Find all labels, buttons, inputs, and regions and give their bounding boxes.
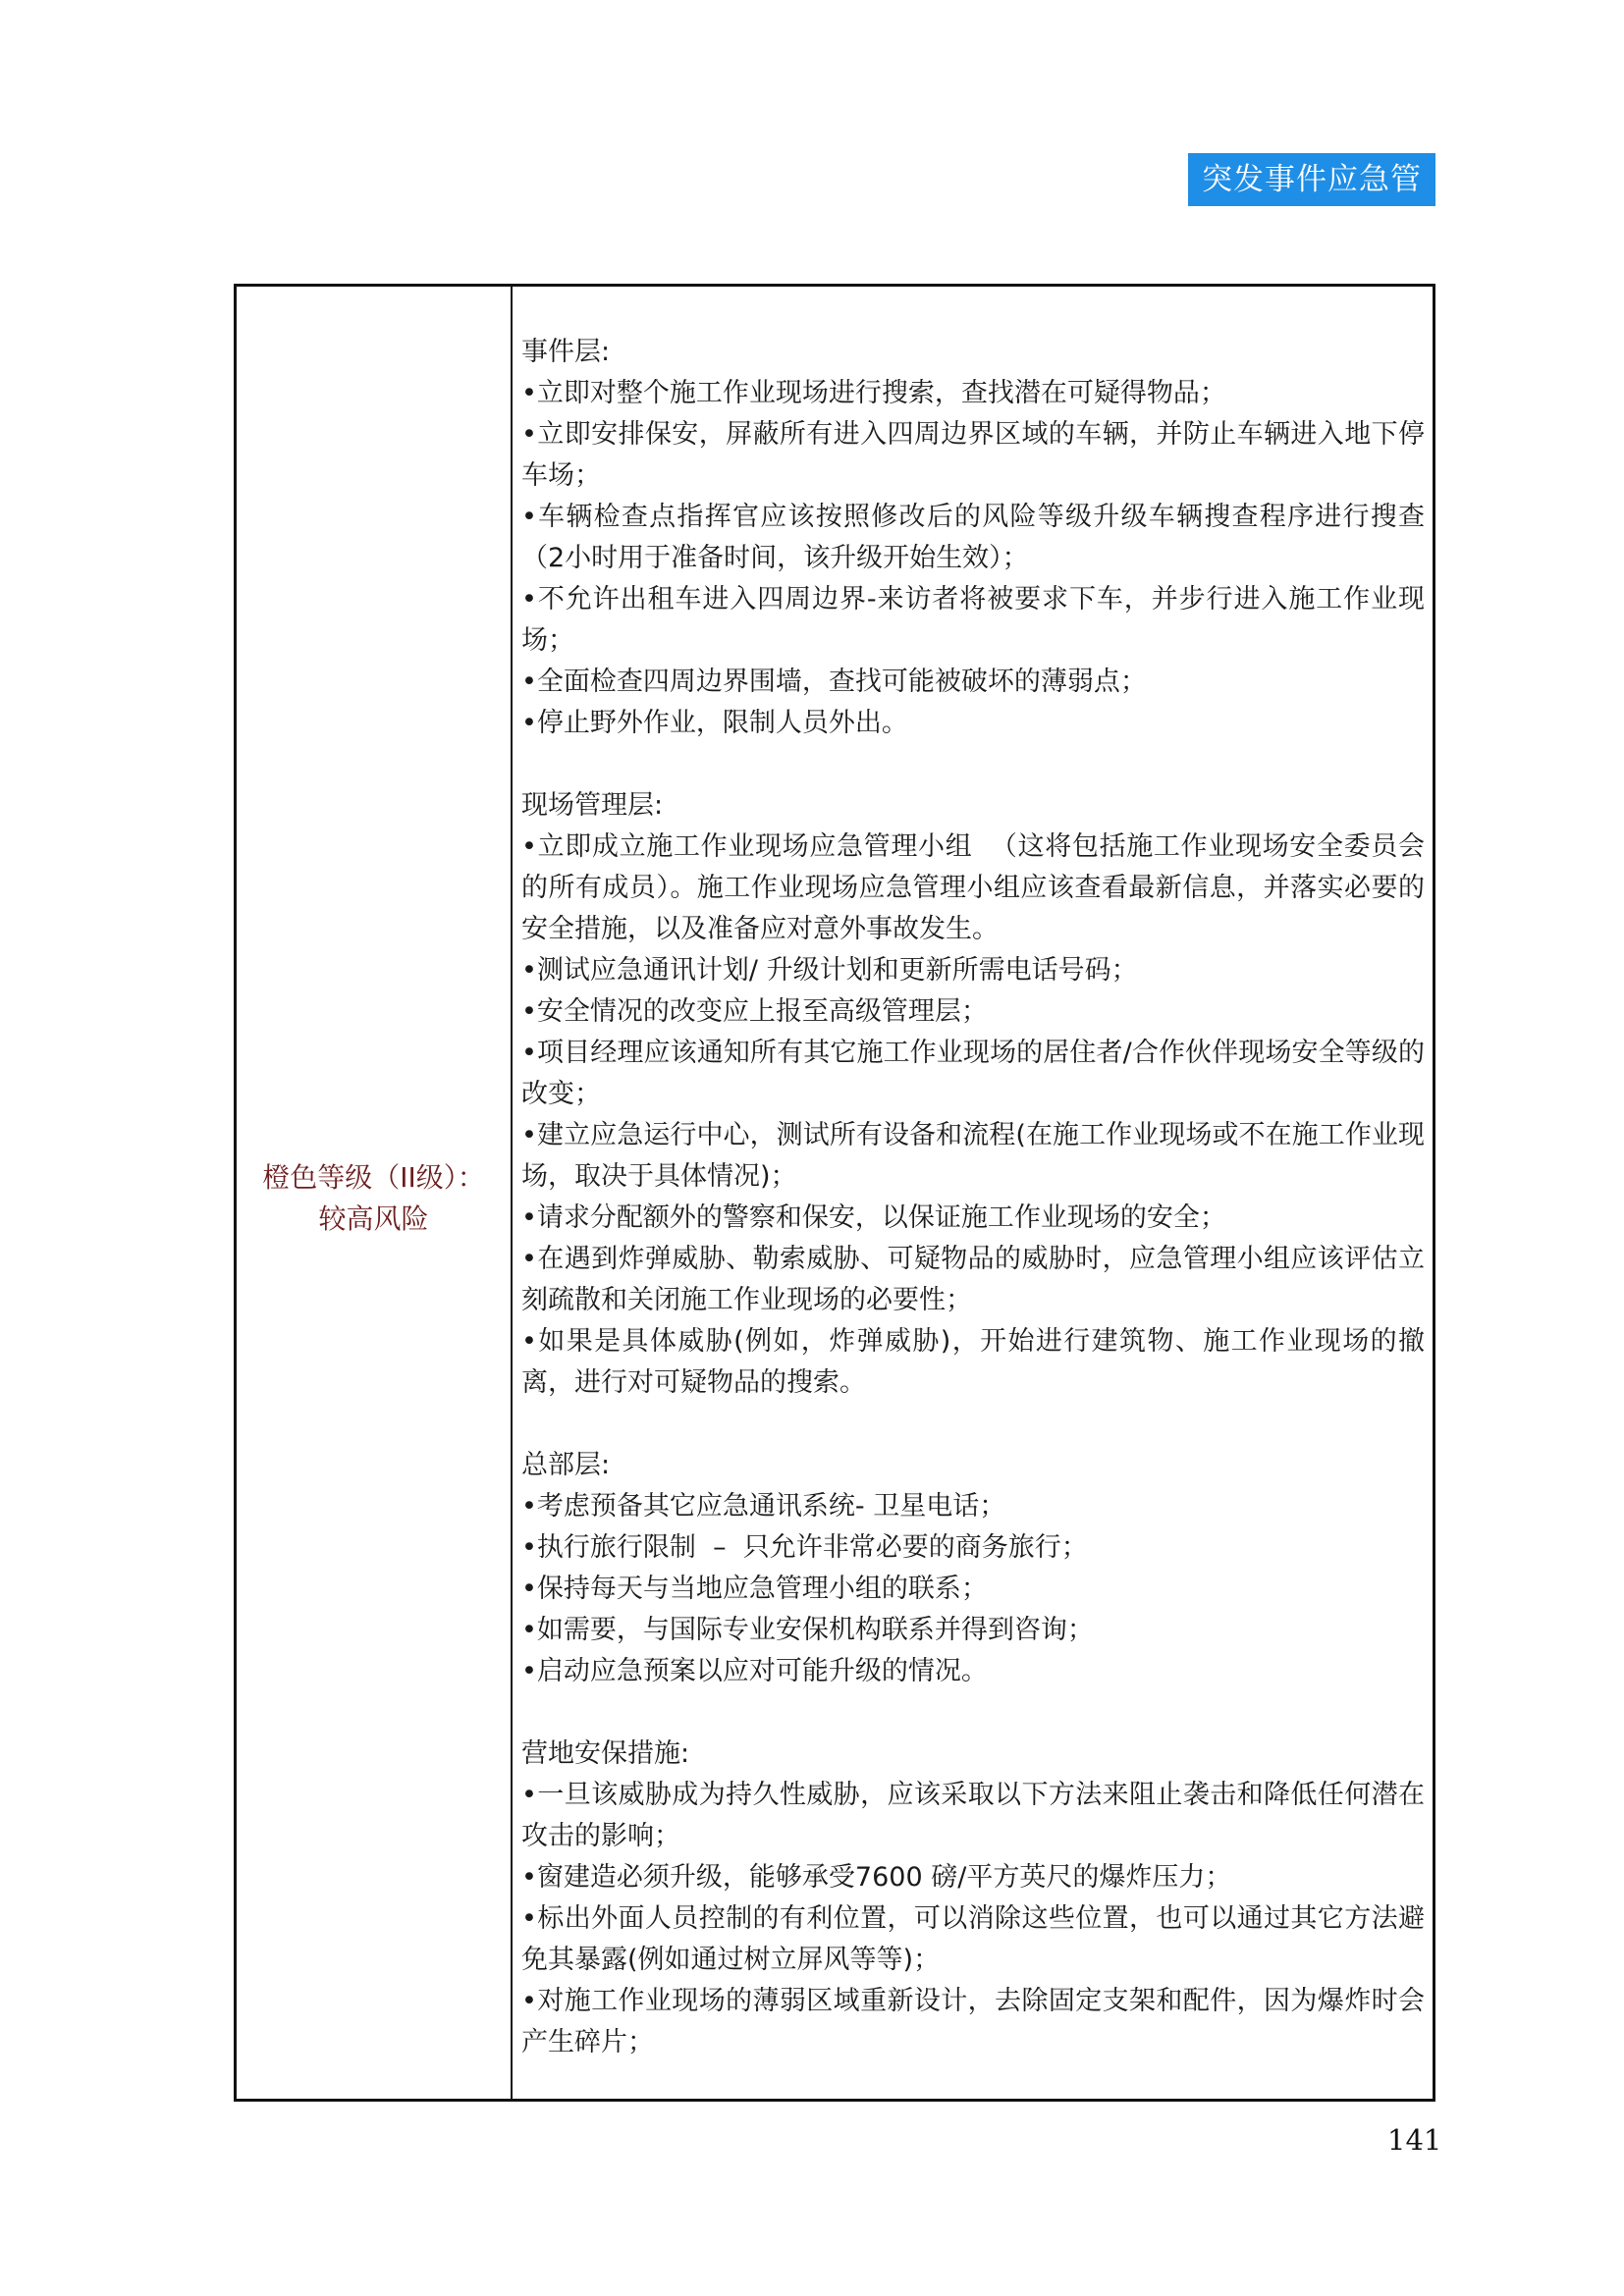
list-item: •立即安排保安，屏蔽所有进入四周边界区域的车辆，并防止车辆进入地下停车场； xyxy=(521,419,1425,491)
list-item: •车辆检查点指挥官应该按照修改后的风险等级升级车辆搜查程序进行搜查（2小时用于准备时间，该升级开始生效）； xyxy=(521,502,1425,573)
list-item: •立即对整个施工作业现场进行搜索，查找潜在可疑得物品； xyxy=(521,378,1226,408)
list-item: •测试应急通讯计划/ 升级计划和更新所需电话号码； xyxy=(521,955,1138,986)
section-badge: 突发事件应急管理 xyxy=(1188,153,1435,206)
list-item: •启动应急预案以应对可能升级的情况。 xyxy=(521,1656,988,1686)
list-item: •窗建造必须升级，能够承受7600 磅/平方英尺的爆炸压力； xyxy=(521,1862,1232,1893)
list-item: •考虑预备其它应急通讯系统- 卫星电话； xyxy=(521,1491,1006,1522)
section-title: 事件层: xyxy=(521,337,611,367)
risk-level-grade: 橙色等级（II级）： xyxy=(262,1161,485,1194)
list-item: •一旦该威胁成为持久性威胁，应该采取以下方法来阻止袭击和降低任何潜在攻击的影响； xyxy=(521,1780,1425,1851)
list-item: •如需要，与国际专业安保机构联系并得到咨询； xyxy=(521,1615,1094,1645)
level-cell xyxy=(237,287,513,2099)
risk-level-table xyxy=(234,284,1435,2102)
list-item: •执行旅行限制 – 只允许非常必要的商务旅行； xyxy=(521,1532,1088,1563)
list-item: •在遇到炸弹威胁、勒索威胁、可疑物品的威胁时，应急管理小组应该评估立刻疏散和关闭施工作业现场的必要性； xyxy=(521,1244,1425,1315)
list-item: •对施工作业现场的薄弱区域重新设计，去除固定支架和配件，因为爆炸时会产生碎片； xyxy=(521,1986,1425,2057)
section-title: 总部层: xyxy=(521,1450,611,1480)
headquarters-section xyxy=(521,1445,1425,1692)
list-item: •全面检查四周边界围墙，查找可能被破坏的薄弱点； xyxy=(521,667,1147,697)
list-item: •如果是具体威胁(例如，炸弹威胁)，开始进行建筑物、施工作业现场的撤离，进行对可疑物品的搜索。 xyxy=(521,1326,1425,1398)
list-item: •建立应急运行中心，测试所有设备和流程(在施工作业现场或不在施工作业现场，取决于具体情况)； xyxy=(521,1120,1425,1192)
risk-level-description: 较高风险 xyxy=(318,1202,429,1235)
list-item: •安全情况的改变应上报至高级管理层； xyxy=(521,996,988,1027)
section-title: 现场管理层: xyxy=(521,790,664,821)
list-item: •不允许出租车进入四周边界-来访者将被要求下车，并步行进入施工作业现场； xyxy=(521,584,1425,656)
list-item: •项目经理应该通知所有其它施工作业现场的居住者/合作伙伴现场安全等级的改变； xyxy=(521,1038,1425,1109)
risk-level-label xyxy=(237,1157,511,1240)
event-layer-section xyxy=(521,332,1425,744)
page-number: 141 xyxy=(1387,2123,1442,2157)
list-item: •停止野外作业，限制人员外出。 xyxy=(521,708,908,738)
section-title: 营地安保措施: xyxy=(521,1738,690,1769)
list-item: •标出外面人员控制的有利位置，可以消除这些位置，也可以通过其它方法避免其暴露(例如通过树立屏风等等)； xyxy=(521,1903,1425,1975)
measures-cell xyxy=(521,332,1425,2105)
list-item: •立即成立施工作业现场应急管理小组 （这将包括施工作业现场安全委员会的所有成员）。施工作业现场应急管理小组应该查看最新信息，并落实必要的安全措施，以及准备应对意外事故发生。 xyxy=(521,831,1425,944)
list-item: •请求分配额外的警察和保安，以保证施工作业现场的安全； xyxy=(521,1202,1226,1233)
list-item: •保持每天与当地应急管理小组的联系； xyxy=(521,1574,988,1604)
camp-security-section xyxy=(521,1734,1425,2063)
site-management-section xyxy=(521,785,1425,1404)
